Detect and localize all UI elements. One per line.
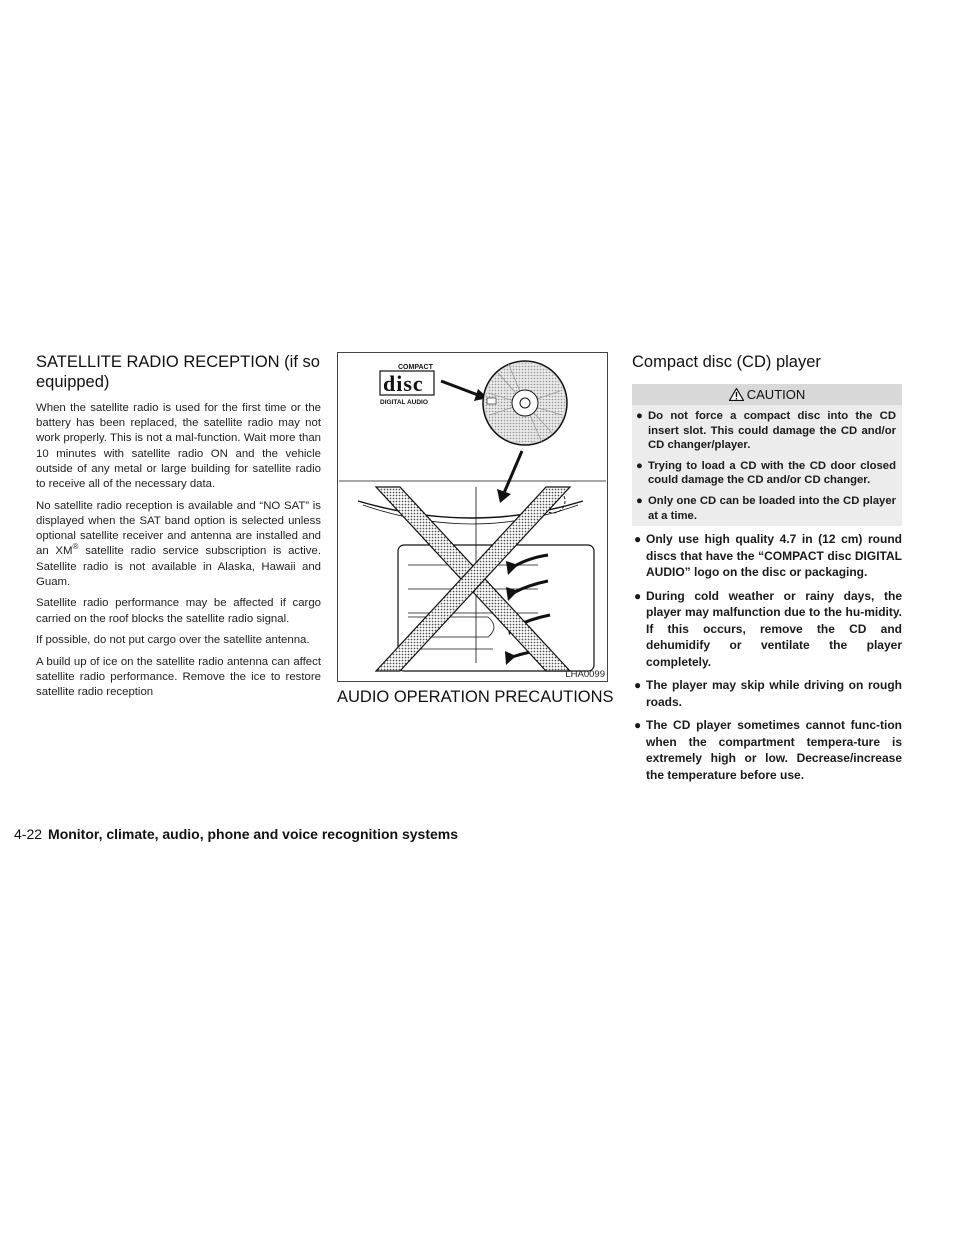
list-item-text: During cold weather or rainy days, the player may malfunction due to the hu-midity. If this occurs, remove the CD and dehumidify or ventilate the player completely. <box>646 588 902 669</box>
prohibition-cross <box>376 487 570 671</box>
paragraph-cargo-antenna: If possible, do not put cargo over the satellite antenna. <box>36 634 310 647</box>
list-item-text: The CD player sometimes cannot func-tion when the compartment tempera-ture is extremely high or low. Decrease/increase the temperature before use. <box>646 718 902 782</box>
bullet-icon: ● <box>634 588 642 603</box>
compact-disc-logo <box>380 364 434 406</box>
bullet-icon: ● <box>634 718 642 733</box>
paragraph-first-use: When the satellite radio is used for the first time or the battery has been replaced, the satellite radio may not work properly. This is not a mal-function. Wait more than 10 minutes with satellite radio ON and the vehicle outside of any metal or large building for satellite radio to receive all of the necessary data. <box>36 402 321 491</box>
caution-item <box>632 459 902 488</box>
cd-illustration <box>338 353 607 681</box>
caution-header <box>632 384 902 405</box>
caution-item <box>632 409 902 453</box>
list-item-text: Only use high quality 4.7 in (12 cm) round discs that have the “COMPACT disc DIGITAL AUDIO” logo on the disc or packaging. <box>646 532 902 580</box>
list-item <box>632 531 902 581</box>
satellite-radio-section <box>36 352 321 707</box>
figure-code-label: LHA0099 <box>565 669 605 680</box>
caution-item <box>632 494 902 523</box>
compact-disc <box>483 361 567 445</box>
cd-insertion-figure <box>337 352 608 682</box>
paragraph-no-sat <box>36 499 321 590</box>
bullet-icon: ● <box>634 532 642 547</box>
no-sat-text-b: satellite radio service subscription is active. Satellite radio is not available in Alaska, Hawaii and Guam. <box>36 545 321 588</box>
page-number: 4-22 <box>14 826 43 842</box>
page-footer <box>14 826 458 842</box>
caution-box <box>632 405 902 526</box>
list-item <box>632 588 902 671</box>
audio-precautions-heading: AUDIO OPERATION PRECAUTIONS <box>337 688 614 706</box>
bullet-icon: ● <box>634 678 642 693</box>
logo-compact-text: COMPACT <box>398 364 433 371</box>
bullet-icon: ● <box>636 459 643 472</box>
cd-player-section <box>632 352 902 790</box>
caution-item-text: Only one CD can be loaded into the CD player at a time. <box>648 494 896 522</box>
no-sat-text-a: No satellite radio reception is available and “NO SAT” is displayed when the SAT band option is selected unless optional satellite receiver and antenna are installed and an XM <box>36 499 321 558</box>
paragraph-ice: A build up of ice on the satellite radio antenna can affect satellite radio performance. Remove the ice to restore satellite radio reception <box>36 656 321 699</box>
paragraph-cargo-roof: Satellite radio performance may be affected if cargo carried on the roof blocks the satellite radio signal. <box>36 597 321 625</box>
caution-label: CAUTION <box>746 387 806 402</box>
list-item-text: The player may skip while driving on rough roads. <box>646 678 902 709</box>
chapter-title: Monitor, climate, audio, phone and voice recognition systems <box>48 826 458 842</box>
cd-precautions-list <box>632 531 902 783</box>
caution-item-text: Do not force a compact disc into the CD insert slot. This could damage the CD and/or CD changer/player. <box>648 410 896 452</box>
list-item <box>632 717 902 783</box>
caution-item-text: Trying to load a CD with the CD door closed could damage the CD and/or CD changer. <box>648 459 896 487</box>
registered-mark: ® <box>72 542 79 552</box>
bullet-icon: ● <box>636 494 643 507</box>
cd-player-heading: Compact disc (CD) player <box>632 353 821 371</box>
logo-digital-audio-text: DIGITAL AUDIO <box>380 399 428 406</box>
bullet-icon: ● <box>636 410 643 422</box>
warning-triangle-icon <box>729 388 744 401</box>
satellite-radio-heading: SATELLITE RADIO RECEPTION (if so equipped) <box>36 353 320 391</box>
logo-disc-text: disc <box>383 371 424 396</box>
list-item <box>632 677 902 710</box>
